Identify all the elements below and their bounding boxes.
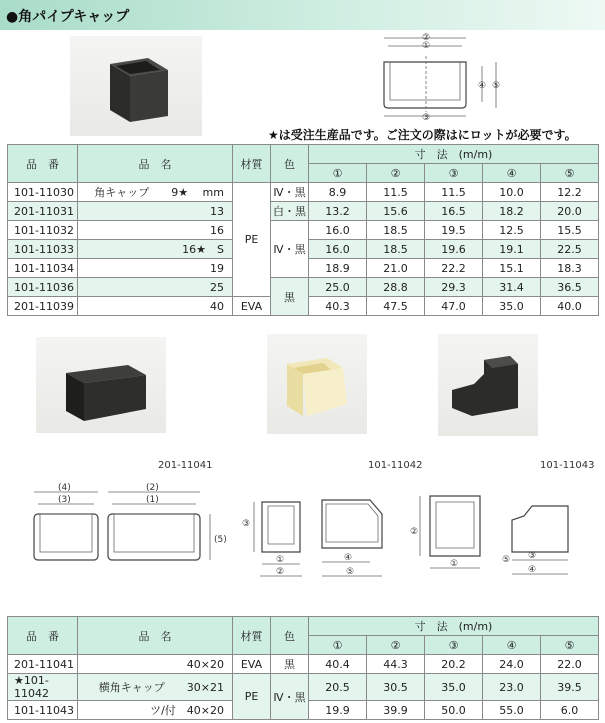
svg-text:(5): (5): [214, 535, 227, 545]
rect-cap-dimension-diagram: [22, 482, 247, 578]
table-row: 101-11043 ツ/付 40×20 19.9 39.9 50.0 55.0 6.0: [8, 701, 599, 720]
header-dim-2: ②: [367, 164, 425, 183]
header-dim-1: ①: [309, 164, 367, 183]
product-photo-101-11042: [267, 334, 367, 434]
header-dim-3: ③: [425, 636, 483, 655]
svg-text:②: ②: [422, 33, 431, 43]
svg-text:④: ④: [344, 553, 353, 563]
svg-text:③: ③: [422, 113, 431, 123]
square-cap-spec-table: [7, 144, 599, 316]
svg-text:①: ①: [276, 555, 285, 565]
table-row: 101-11036 25 黒 25.0 28.8 29.3 31.4 36.5: [8, 278, 599, 297]
header-dim-5: ⑤: [541, 164, 599, 183]
header-color: 色: [271, 617, 309, 655]
caption-201-11041: 201-11041: [158, 460, 213, 471]
square-cap-image: [70, 36, 202, 136]
svg-text:(1): (1): [146, 495, 159, 505]
svg-text:⑤: ⑤: [502, 555, 511, 565]
header-dimensions: 寸 法 (m/m): [309, 617, 599, 636]
header-name: 品 名: [78, 617, 233, 655]
header-name: 品 名: [78, 145, 233, 183]
svg-text:①: ①: [450, 559, 459, 569]
step-cap-dimension-diagram: [408, 490, 588, 584]
header-color: 色: [271, 145, 309, 183]
header-material: 材質: [233, 617, 271, 655]
step-cap-image: [438, 334, 538, 436]
svg-text:④: ④: [528, 565, 537, 575]
header-code: 品 番: [8, 617, 78, 655]
svg-text:(4): (4): [58, 483, 71, 493]
horizontal-cap-spec-table: [7, 616, 599, 720]
table-row: 201-11039 40 EVA 40.3 47.5 47.0 35.0 40.0: [8, 297, 599, 316]
ivory-cap-dimension-diagram: [240, 494, 400, 584]
caption-101-11042: 101-11042: [368, 460, 423, 471]
table-row: 101-11033 16★ S 16.0 18.5 19.6 19.1 22.5: [8, 240, 599, 259]
svg-text:③: ③: [528, 551, 537, 561]
made-to-order-note: ★は受注生産品です。ご注文の際はにロットが必要です。: [268, 128, 577, 142]
table-row: ★101-11042 横角キャップ 30×21 PE Ⅳ・黒 20.5 30.5 35.0 23.0 39.5: [8, 674, 599, 701]
product-photo-101-11043: [438, 334, 538, 436]
table-row: 101-11030 角キャップ 9★ mm PE Ⅳ・黒 8.9 11.5 11.5 10.0 12.2: [8, 183, 599, 202]
svg-text:⑤: ⑤: [346, 567, 355, 577]
svg-text:⑤: ⑤: [492, 81, 501, 91]
header-code: 品 番: [8, 145, 78, 183]
header-dim-4: ④: [483, 636, 541, 655]
table-row: 101-11032 16 Ⅳ・黒 16.0 18.5 19.5 12.5 15.5: [8, 221, 599, 240]
ivory-cap-image: [267, 334, 367, 434]
section-title: ●角パイプキャップ: [6, 9, 130, 25]
header-dim-1: ①: [309, 636, 367, 655]
svg-text:①: ①: [422, 41, 431, 51]
header-dim-5: ⑤: [541, 636, 599, 655]
cap-dimension-diagram: [370, 32, 510, 124]
table-row: 201-11041 40×20 EVA 黒 40.4 44.3 20.2 24.0 22.0: [8, 655, 599, 674]
header-dim-4: ④: [483, 164, 541, 183]
header-dim-2: ②: [367, 636, 425, 655]
section-header: [0, 0, 605, 30]
header-material: 材質: [233, 145, 271, 183]
svg-text:(2): (2): [146, 483, 159, 493]
header-dimensions: 寸 法 (m/m): [309, 145, 599, 164]
table-row: 201-11031 13 白・黒 13.2 15.6 16.5 18.2 20.0: [8, 202, 599, 221]
svg-text:③: ③: [242, 519, 251, 529]
svg-text:②: ②: [410, 527, 419, 537]
material-pe: PE: [233, 183, 271, 297]
caption-101-11043: 101-11043: [540, 460, 595, 471]
product-photo-201-11041: [36, 337, 166, 433]
table-row: 101-11034 19 18.9 21.0 22.2 15.1 18.3: [8, 259, 599, 278]
rect-cap-image: [36, 337, 166, 433]
header-dim-3: ③: [425, 164, 483, 183]
svg-text:②: ②: [276, 567, 285, 577]
svg-text:(3): (3): [58, 495, 71, 505]
product-photo-square-cap: [70, 36, 202, 136]
material-eva: EVA: [233, 297, 271, 316]
svg-text:④: ④: [478, 81, 487, 91]
